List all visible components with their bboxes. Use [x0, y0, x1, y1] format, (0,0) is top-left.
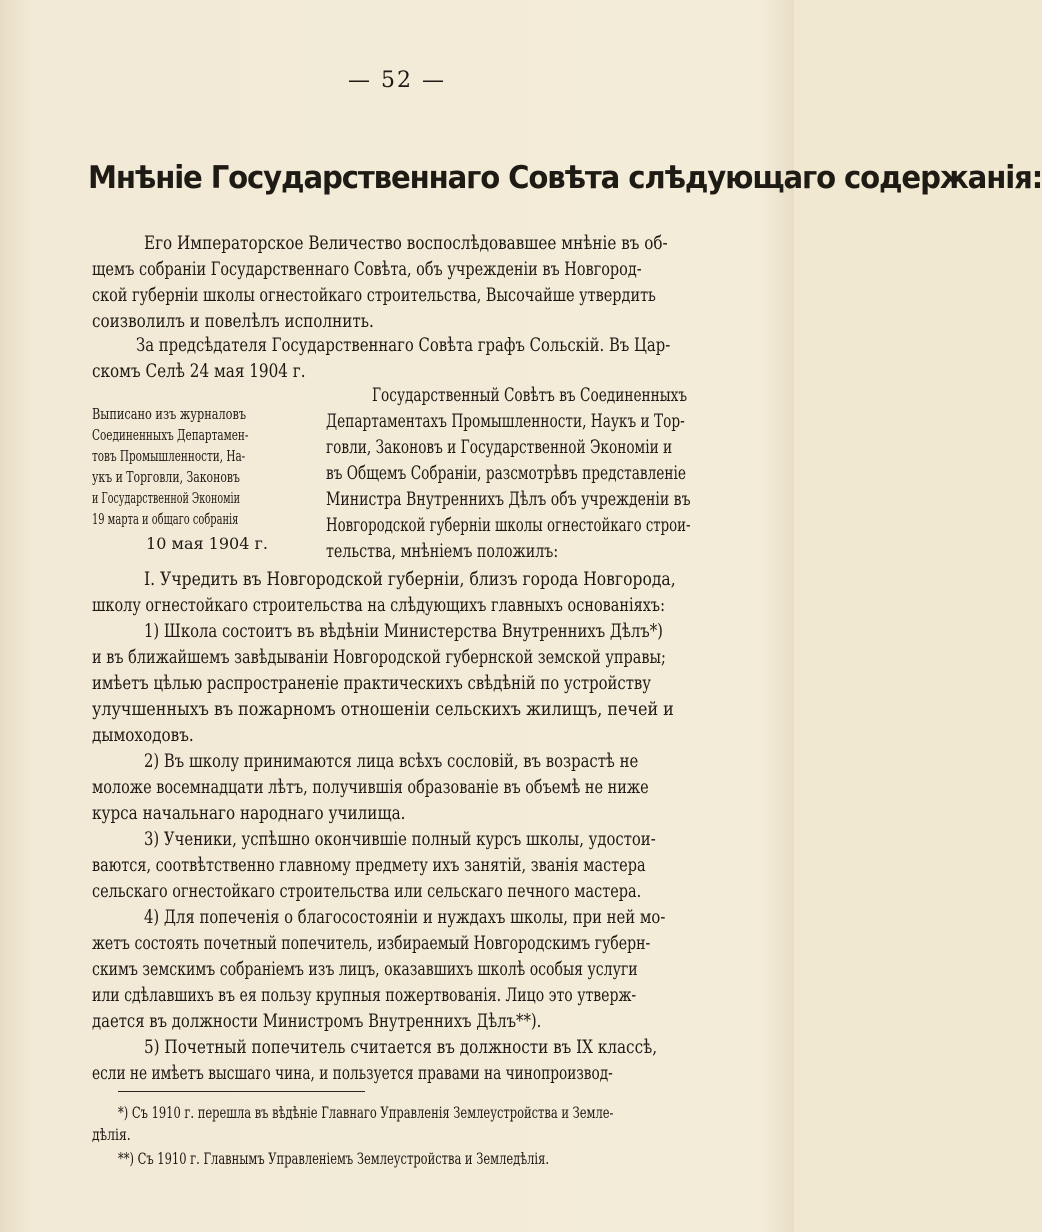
footnote-rule: [118, 1091, 365, 1092]
body-line: дымоходовъ.: [92, 724, 194, 746]
marginal-note-line: товъ Промышленности, На-: [92, 449, 246, 465]
council-line: Департаментахъ Промышленности, Наукъ и Тор-: [326, 410, 685, 432]
marginal-note-line: укъ и Торговли, Законовъ: [92, 470, 240, 486]
council-line: въ Общемъ Собраніи, разсмотрѣвъ представленіе: [326, 462, 686, 484]
signature-line: За предсѣдателя Государственнаго Совѣта графъ Сольскій. Въ Цар-: [136, 334, 671, 356]
footnote-line: дѣлія.: [92, 1126, 131, 1144]
footnote-line: **) Съ 1910 г. Главнымъ Управленіемъ Землеустройства и Земледѣлія.: [118, 1150, 549, 1168]
body-line: имѣетъ цѣлью распространеніе практическихъ свѣдѣній по устройству: [92, 672, 651, 694]
signature-line: скомъ Селѣ 24 мая 1904 г.: [92, 360, 306, 382]
body-line: 2) Въ школу принимаются лица всѣхъ сословій, въ возрастѣ не: [144, 750, 639, 772]
body-line: ваются, соотвѣтственно главному предмету ихъ занятій, званія мастера: [92, 854, 646, 876]
intro-line: ской губерніи школы огнестойкаго строительства, Высочайше утвердить: [92, 284, 656, 306]
marginal-note: [92, 405, 312, 554]
body-line: или сдѣлавшихъ въ ея пользу крупныя пожертвованія. Лицо это утверж-: [92, 984, 637, 1006]
marginal-note-date: 10 мая 1904 г.: [146, 534, 268, 553]
intro-line: щемъ собраніи Государственнаго Совѣта, объ учрежденіи въ Новгород-: [92, 258, 642, 280]
body-line: улучшенныхъ въ пожарномъ отношеніи сельскихъ жилищъ, печей и: [92, 698, 674, 720]
body-line: сельскаго огнестойкаго строительства или сельскаго печного мастера.: [92, 880, 642, 902]
body-line: курса начальнаго народнаго училища.: [92, 802, 406, 824]
footnote-line: *) Съ 1910 г. перешла въ вѣдѣніе Главнаго Управленія Землеустройства и Земле-: [118, 1104, 614, 1122]
marginal-note-line: 19 марта и общаго собранія: [92, 512, 239, 528]
body-line: скимъ земскимъ собраніемъ изъ лицъ, оказавшихъ школѣ особыя услуги: [92, 958, 638, 980]
body-line: 3) Ученики, успѣшно окончившіе полный курсъ школы, удостои-: [144, 828, 656, 850]
intro-line: Его Императорское Величество воспослѣдовавшее мнѣніе въ об-: [144, 232, 668, 254]
body-line: и въ ближайшемъ завѣдываніи Новгородской губернской земской управы;: [92, 646, 666, 668]
council-line: тельства, мнѣніемъ положилъ:: [326, 540, 559, 562]
marginal-note-line: Выписано изъ журналовъ: [92, 407, 247, 423]
council-line: Министра Внутреннихъ Дѣлъ объ учрежденіи въ: [326, 488, 691, 510]
marginal-note-line: и Государственной Экономіи: [92, 491, 240, 507]
body-line: 5) Почетный попечитель считается въ должности въ IX классѣ,: [144, 1036, 658, 1058]
body-line: 4) Для попеченія о благосостояніи и нуждахъ школы, при ней мо-: [144, 906, 666, 928]
council-line: Новгородской губерніи школы огнестойкаго строи-: [326, 514, 691, 536]
body-line: I. Учредить въ Новгородской губерніи, близъ города Новгорода,: [144, 568, 676, 590]
page-heading: Мнѣніе Государственнаго Совѣта слѣдующаго содержанія:: [88, 160, 1042, 196]
body-line: моложе восемнадцати лѣтъ, получившія образованіе въ объемѣ не ниже: [92, 776, 649, 798]
marginal-note-line: Соединенныхъ Департамен-: [92, 428, 249, 444]
body-line: жетъ состоять почетный попечитель, избираемый Новгородскимъ губерн-: [92, 932, 651, 954]
body-line: дается въ должности Министромъ Внутреннихъ Дѣлъ**).: [92, 1010, 542, 1032]
body-line: школу огнестойкаго строительства на слѣдующихъ главныхъ основаніяхъ:: [92, 594, 665, 616]
page-number: — 52 —: [348, 68, 446, 93]
council-line: говли, Законовъ и Государственной Экономіи и: [326, 436, 673, 458]
body-line: 1) Школа состоитъ въ вѣдѣніи Министерства Внутреннихъ Дѣлъ*): [144, 620, 663, 642]
body-line: если не имѣетъ высшаго чина, и пользуется правами на чинопроизвод-: [92, 1062, 613, 1084]
intro-line: соизволилъ и повелѣлъ исполнить.: [92, 310, 374, 332]
council-line: Государственный Совѣтъ въ Соединенныхъ: [372, 384, 688, 406]
